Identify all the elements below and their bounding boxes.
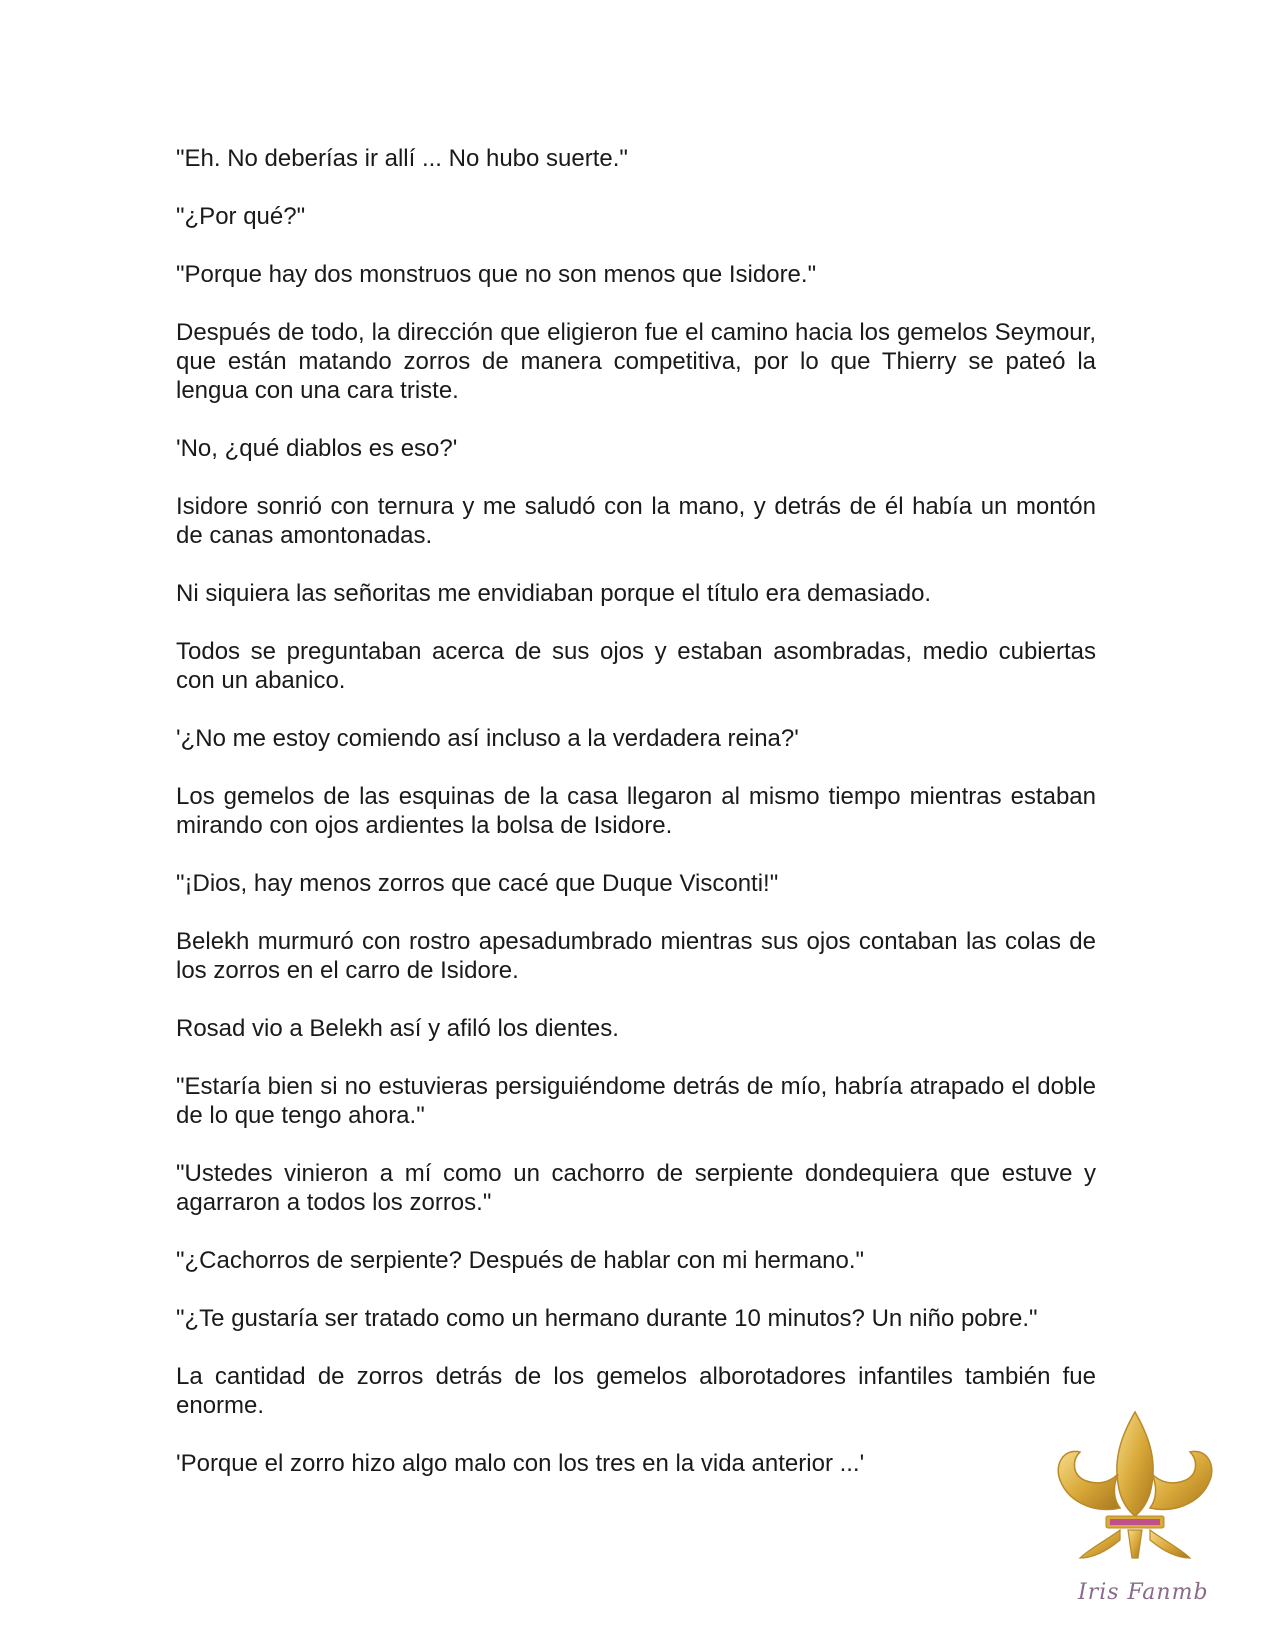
paragraph: "¿Te gustaría ser tratado como un hermano durante 10 minutos? Un niño pobre." xyxy=(176,1305,1038,1332)
signature: Iris Fanmb xyxy=(1078,1580,1209,1605)
paragraph: "Ustedes vinieron a mí como un cachorro de serpiente dondequiera que estuve y agarraron a todos los zorros." xyxy=(176,1160,1096,1216)
document-body xyxy=(176,144,1096,1507)
paragraph: Ni siquiera las señoritas me envidiaban porque el título era demasiado. xyxy=(176,580,932,607)
paragraph: "¿Cachorros de serpiente? Después de hablar con mi hermano." xyxy=(176,1247,865,1274)
paragraph: Belekh murmuró con rostro apesadumbrado mientras sus ojos contaban las colas de los zorros en el carro de Isidore. xyxy=(176,928,1096,984)
paragraph: Todos se preguntaban acerca de sus ojos y estaban asombradas, medio cubiertas con un abanico. xyxy=(176,638,1096,694)
paragraph: 'Porque el zorro hizo algo malo con los tres en la vida anterior ...' xyxy=(176,1450,865,1477)
paragraph: '¿No me estoy comiendo así incluso a la verdadera reina?' xyxy=(176,725,799,752)
paragraph: Los gemelos de las esquinas de la casa llegaron al mismo tiempo mientras estaban mirando con ojos ardientes la bolsa de Isidore. xyxy=(176,783,1096,839)
paragraph: "Estaría bien si no estuvieras persiguiéndome detrás de mío, habría atrapado el doble de lo que tengo ahora." xyxy=(176,1073,1096,1129)
paragraph: 'No, ¿qué diablos es eso?' xyxy=(176,435,458,462)
paragraph: "Eh. No deberías ir allí ... No hubo suerte." xyxy=(176,145,628,172)
paragraph: "¡Dios, hay menos zorros que cacé que Duque Visconti!" xyxy=(176,870,779,897)
paragraph: La cantidad de zorros detrás de los gemelos alborotadores infantiles también fue enorme. xyxy=(176,1363,1096,1419)
paragraph: Después de todo, la dirección que eligieron fue el camino hacia los gemelos Seymour, que están matando zorros de manera competitiva, por lo que Thierry se pateó la lengua con una cara triste. xyxy=(176,319,1096,404)
paragraph: Isidore sonrió con ternura y me saludó con la mano, y detrás de él había un montón de canas amontonadas. xyxy=(176,493,1096,549)
paragraph: "Porque hay dos monstruos que no son menos que Isidore." xyxy=(176,261,817,288)
paragraph: Rosad vio a Belekh así y afiló los dientes. xyxy=(176,1015,619,1042)
paragraph: "¿Por qué?" xyxy=(176,203,306,230)
